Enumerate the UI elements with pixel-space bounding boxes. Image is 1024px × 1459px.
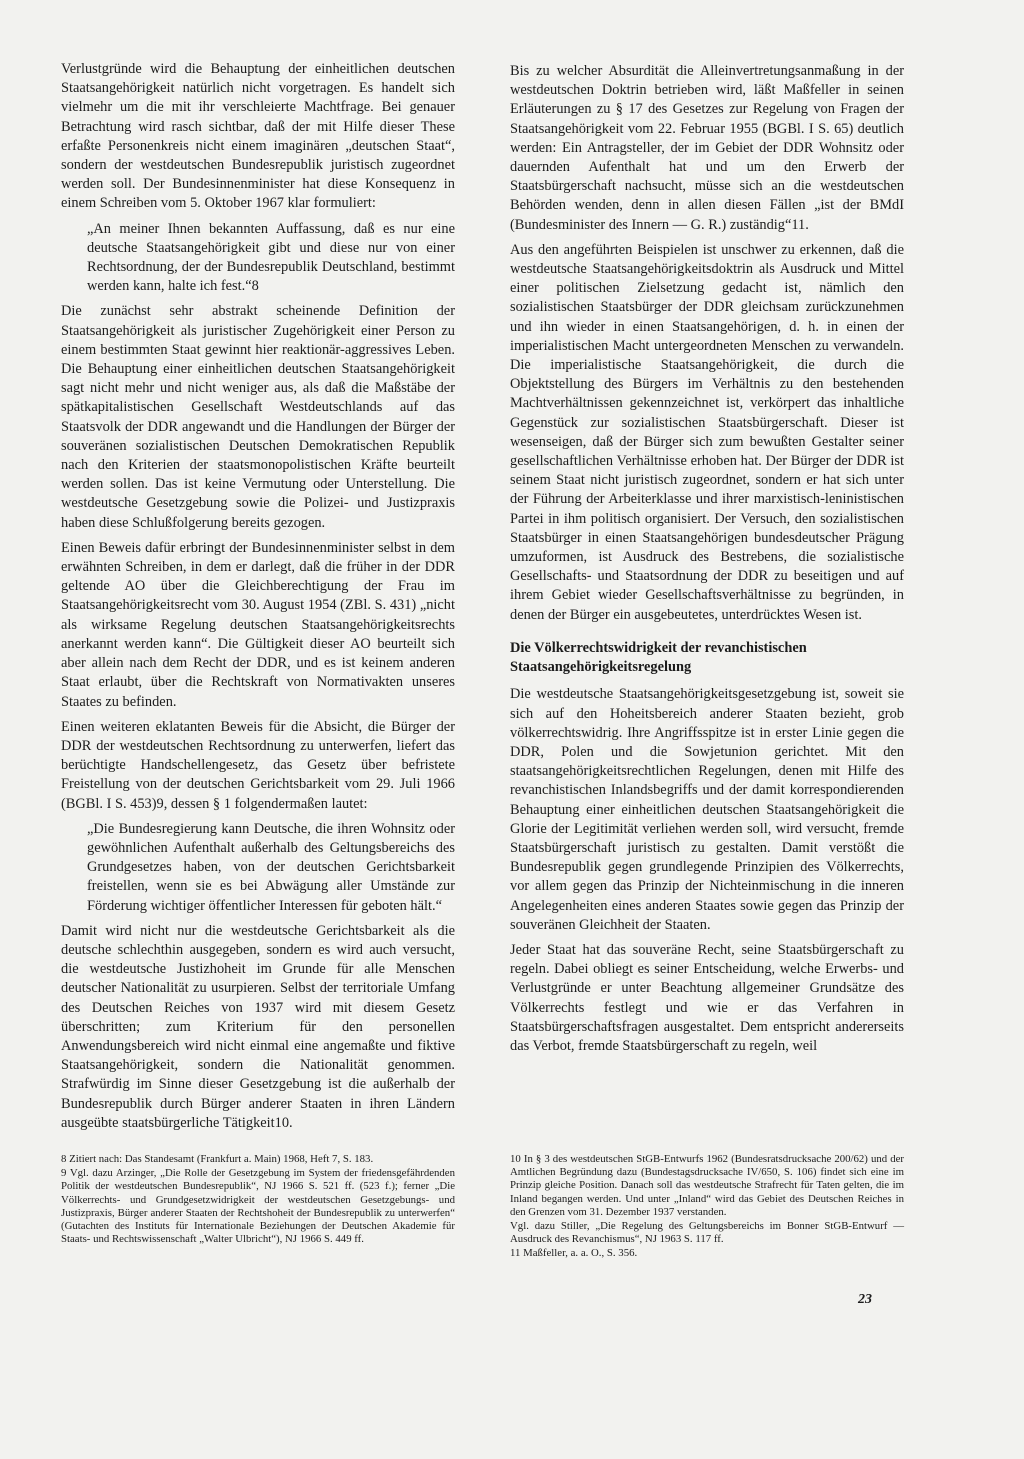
body-paragraph: Jeder Staat hat das souveräne Recht, seine Staatsbürgerschaft zu regeln. Dabei obliegt es seiner Entscheidung, welche Erwerbs- und Verlustgründe er unter Beachtung allgemeiner Grundsätze des Völkerrechts festlegt und wie er das Verfahren in Staatsbürgerschaftsfragen ausgestaltet. Dem entspricht andererseits das Verbot, fremde Staatsbürgerschaft zu regeln, weil	[510, 941, 904, 1054]
body-paragraph: Damit wird nicht nur die westdeutsche Gerichtsbarkeit als die deutsche schlechthin ausgegeben, sondern es wird auch versucht, die westdeutsche Justizhoheit im Grunde für alle Menschen deutscher Nationalität zu usurpieren. Selbst der territoriale Umfang des Deutschen Reiches von 1937 wird mit diesem Gesetz überschritten; zum Kriterium für den personellen Anwendungsbereich wird nicht einmal eine angemaßte und fiktive Staatsangehörigkeit, sondern die Nationalität genommen. Strafwürdig im Sinne dieser Gesetzgebung ist die außerhalb der Bundesrepublik durch Bürger anderer Staaten in ihren Ländern ausgeübte staatsbürgerliche Tätigkeit10.	[61, 922, 455, 1131]
right-column	[510, 62, 904, 1062]
body-paragraph: Die westdeutsche Staatsangehörigkeitsgesetzgebung ist, soweit sie sich auf den Hoheitsbereich anderer Staaten bezieht, grob völkerrechtswidrig. Ihre Angriffsspitze ist in erster Linie gegen die DDR, Polen und die Sowjetunion gerichtet. Mit den staatsangehörigkeitsrechtlichen Regelungen, denen mit Hilfe des revanchistischen Inlandsbegriffs und der damit korrespondierenden Behauptung einer einheitlichen deutschen Staatsangehörigkeit die Glorie der Legitimität verliehen werden soll, wird versucht, fremde Staatsbürgerschaft juristisch zu gestalten. Damit verstößt die Bundesrepublik gegen grundlegende Prinzipien des Völkerrechts, vor allem gegen das Prinzip der Nichteinmischung in die inneren Angelegenheiten eines anderen Staates sowie gegen das Prinzip der souveränen Gleichheit der Staaten.	[510, 686, 904, 933]
body-paragraph: Einen weiteren eklatanten Beweis für die Absicht, die Bürger der DDR der westdeutschen Rechtsordnung zu unterwerfen, liefert das berüchtigte Handschellengesetz, das Gesetz über befristete Freistellung von der deutschen Gerichtsbarkeit vom 29. Juli 1966 (BGBl. I S. 453)9, dessen § 1 folgendermaßen lautet:	[61, 718, 455, 812]
footnote: 8 Zitiert nach: Das Standesamt (Frankfurt a. Main) 1968, Heft 7, S. 183.	[61, 1153, 374, 1165]
footnotes-right	[510, 1153, 904, 1262]
footnote: 11 Maßfeller, a. a. O., S. 356.	[510, 1247, 638, 1260]
footnote: 9 Vgl. dazu Arzinger, „Die Rolle der Gesetzgebung im System der friedensgefährdenden Politik der westdeutschen Bundesrepublik“, NJ 1966 S. 521 ff. (523 f.); ferner „Die Völkerrechts- und Grundgesetzwidrigkeit der westdeutschen Gesetzgebungs- und Justizpraxis, Bürger anderer Staaten der Rechtshoheit der Bundesrepublik zu unterwerfen“ (Gutachten des Instituts für Internationale Beziehungen der Deutschen Akademie für Staats- und Rechtswissenschaft „Walter Ulbricht“), NJ 1966 S. 449 ff.	[61, 1167, 455, 1246]
footnote: Vgl. dazu Stiller, „Die Regelung des Geltungsbereichs im Bonner StGB-Entwurf — Ausdruck des Revanchismus“, NJ 1963 S. 117 ff.	[510, 1220, 904, 1246]
body-paragraph: Aus den angeführten Beispielen ist unschwer zu erkennen, daß die westdeutsche Staatsangehörigkeitsdoktrin als Ausdruck und Mittel einer politischen Zielsetzung gedacht ist, nämlich den sozialistischen Staatsbürger der DDR gleichsam zurückzunehmen und ihn wieder in einen Staatsangehörigen, d. h. in einen der imperialistischen Macht untergeordneten Menschen zu verwandeln. Die imperialistische Staatsangehörigkeit, die durch die Objektstellung des Bürgers im Verhältnis zu den bestehenden Machtverhältnissen gekennzeichnet ist, verkörpert das inhaltliche Gegenstück zur sozialistischen Staatsbürgerschaft. Dieser ist wesenseigen, daß der Bürger sich zum bewußten Gestalter seiner gesellschaftlichen Verhältnisse erhoben hat. Der Bürger der DDR ist seinem Staat nicht juristisch zugeordnet, sondern er hat sich unter der Führung der Arbeiterklasse und ihrer marxistisch-leninistischen Partei in ihm politisch organisiert. Der Versuch, den sozialistischen Staatsbürger in einen Staatsangehörigen bundesdeutscher Prägung umzuformen, ist Ausdruck des Bestrebens, die sozialistische Gesellschafts- und Staatsordnung der DDR zu beseitigen und auf ihrem Gebiet wieder Gesellschaftsverhältnisse zu begründen, in denen der Bürger ein ausgebeutetes, unterdrücktes Wesen ist.	[510, 241, 904, 623]
block-quote: „Die Bundesregierung kann Deutsche, die ihren Wohnsitz oder gewöhnlichen Aufenthalt außerhalb des Geltungsbereichs des Grundgesetzes haben, von der deutschen Gerichtsbarkeit freistellen, wenn sie es bei Abwägung aller Umstände zur Förderung wichtiger öffentlicher Interessen für geboten hält.“	[87, 820, 455, 914]
page-number: 23	[858, 1292, 872, 1307]
footnote: 10 In § 3 des westdeutschen StGB-Entwurfs 1962 (Bundesratsdrucksache 200/62) und der Amtlichen Begründung dazu (Bundestagsdrucksache IV/650, S. 106) findet sich eine im Prinzip gleiche Position. Danach soll das westdeutsche Strafrecht für Taten gelten, die im Inland begangen werden. Und unter „Inland“ wird das Gebiet des Deutschen Reiches in den Grenzen vom 31. Dezember 1937 verstanden.	[510, 1153, 904, 1218]
body-paragraph: Bis zu welcher Absurdität die Alleinvertretungsanmaßung in der westdeutschen Doktrin betrieben wird, läßt Maßfeller in seinen Erläuterungen zu § 17 des Gesetzes zur Regelung von Fragen der Staatsangehörigkeit vom 22. Februar 1955 (BGBl. I S. 65) deutlich werden: Ein Antragsteller, der im Gebiet der DDR Wohnsitz oder dauernden Aufenthalt hat und um den Erwerb der Staatsbürgerschaft nachsucht, müsse sich an die westdeutschen Behörden wenden, denn in allen diesen Fällen „ist der BMdI (Bundesminister des Innern — G. R.) zuständig“11.	[510, 63, 904, 233]
footnotes-left	[61, 1153, 455, 1247]
body-paragraph: Einen Beweis dafür erbringt der Bundesinnenminister selbst in dem erwähnten Schreiben, in dem er darlegt, daß die früher in der DDR geltende AO über die Gleichberechtigung der Frau im Staatsangehörigkeitsrecht vom 30. August 1954 (ZBl. S. 431) „nicht als wirksame Regelung deutschen Staatsangehörigkeitsrechts anerkannt werden kann“. Die Gültigkeit dieser AO beurteilt sich aber allein nach dem Recht der DDR, und es ist keinem anderen Staat erlaubt, über die Rechtskraft von Normativakten unseres Staates zu befinden.	[61, 539, 455, 710]
left-column	[61, 60, 455, 1139]
body-paragraph: Verlustgründe wird die Behauptung der einheitlichen deutschen Staatsangehörigkeit natürlich nicht vorgetragen. Es handelt sich vielmehr um die mit ihr verschleierte Machtfrage. Bei genauer Betrachtung wird rasch sichtbar, daß der mit Hilfe dieser These erfaßte Personenkreis nicht einem imaginären „deutschen Staat“, sondern der westdeutschen Bundesrepublik juristisch zugeordnet werden soll. Der Bundesinnenminister hat diese Konsequenz in einem Schreiben vom 5. Oktober 1967 klar formuliert:	[61, 61, 455, 212]
body-paragraph: Die zunächst sehr abstrakt scheinende Definition der Staatsangehörigkeit als juristischer Zugehörigkeit einer Person zu einem bestimmten Staat gewinnt hier reaktionär-aggressives Leben. Die Behauptung einer einheitlichen deutschen Staatsangehörigkeit sagt nicht mehr und nicht weniger aus, als daß die Maßstäbe der spätkapitalistischen Gesellschaft Westdeutschlands auf das Staatsvolk der DDR angewandt und die Handlungen der Bürger der souveränen sozialistischen Deutschen Demokratischen Republik nach den Kriterien der staatsmonopolistischen Kräfte beurteilt werden sollen. Das ist keine Vermutung oder Unterstellung. Die westdeutsche Gesetzgebung sowie die Polizei- und Justizpraxis haben diese Schlußfolgerung bereits gezogen.	[61, 303, 455, 531]
section-heading: Die Völkerrechtswidrigkeit der revanchistischen Staatsangehörigkeitsregelung	[510, 639, 807, 676]
block-quote: „An meiner Ihnen bekannten Auffassung, daß es nur eine deutsche Staatsangehörigkeit gibt und diese nur von einer Rechtsordnung, der der Bundesrepublik Deutschland, bestimmt werden kann, halte ich fest.“8	[87, 220, 455, 295]
